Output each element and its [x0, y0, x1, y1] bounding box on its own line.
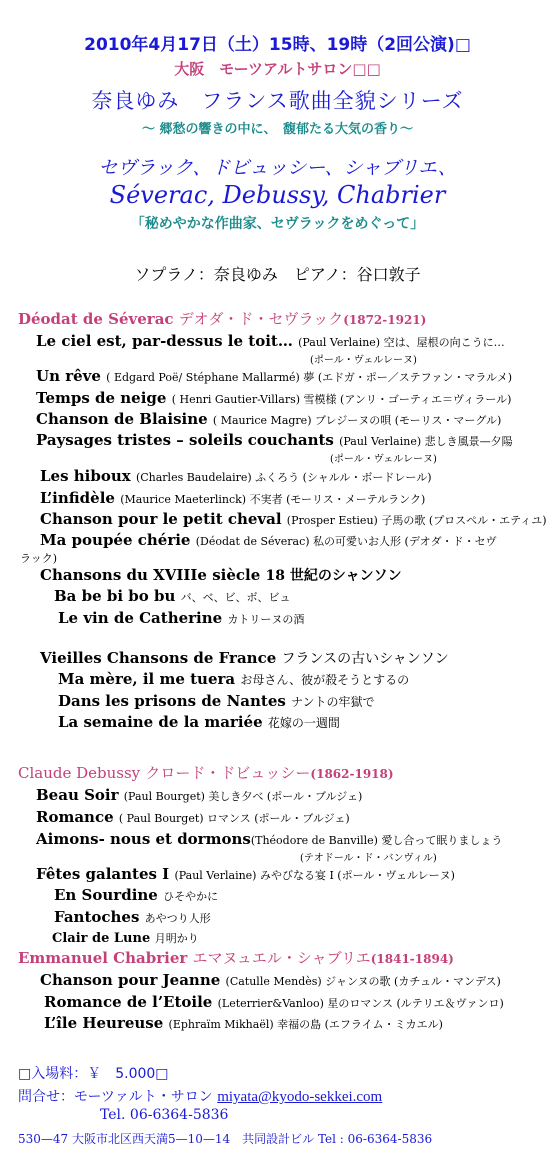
composer-name-jp: デオダ・ド・セヴラック: [178, 310, 344, 328]
song-row: Le ciel est, par-dessus le toit… (Paul Verlaine) 空は、屋根の向こうに…: [36, 332, 505, 350]
song-row: Ma mère, il me tuera お母さん、彼が殺そうとするの: [58, 670, 410, 688]
contact-email-link[interactable]: miyata@kyodo-sekkei.com: [217, 1089, 383, 1105]
song-row: Fêtes galantes I (Paul Verlaine) みやびなる宴 I (ポール・ヴェルレーヌ): [36, 865, 455, 883]
song-row: Les hiboux (Charles Baudelaire) ふくろう (シャルル・ボードレール): [40, 467, 432, 485]
song-row: Dans les prisons de Nantes ナントの牢獄で: [58, 692, 375, 710]
tagline: 〜 郷愁の響きの中に、 馥郁たる大気の香り〜: [141, 122, 414, 137]
composer-name-jp: クロード・ドビュッシー: [145, 764, 311, 782]
contact-label: 問合せ：モーツァルト・サロン: [18, 1089, 213, 1105]
composer-years: (1872-1921): [343, 313, 427, 327]
song-row: Temps de neige ( Henri Gautier-Villars) 雪模様 (アンリ・ゴーティエ＝ヴィラール): [36, 389, 512, 407]
composer-heading-severac: [18, 308, 426, 329]
song-row: En Sourdine ひそやかに: [54, 886, 219, 904]
song-subnote: (テオドール・ド・バンヴィル): [300, 853, 437, 864]
song-row: Ma poupée chérie (Déodat de Séverac) 私の可愛いお人形 (デオダ・ド・セヴ: [40, 531, 497, 549]
series-title: 奈良ゆみ フランス歌曲全貌シリーズ: [91, 89, 464, 113]
song-row: Beau Soir (Paul Bourget) 美しき夕べ (ポール・ブルジェ): [36, 786, 363, 804]
concert-theme: 「秘めやかな作曲家、セヴラックをめぐって」: [130, 216, 425, 232]
song-row: Clair de Lune 月明かり: [52, 931, 199, 946]
address: 530—47 大阪市北区西天満5—10—14 共同設計ビル Tel : 06-6364-5836: [18, 1132, 433, 1146]
composer-name: Emmanuel Chabrier: [18, 949, 188, 967]
composer-years: (1862-1918): [310, 767, 394, 781]
composer-heading-chabrier: [18, 947, 454, 968]
song-row: Chanson de Blaisine ( Maurice Magre) ブレジーヌの唄 (モーリス・マーグル): [36, 410, 502, 428]
song-row: Chansons du XVIIIe siècle 18 世紀のシャンソン: [40, 566, 402, 584]
composer-heading-debussy: [18, 762, 394, 783]
performers: ソプラノ：奈良ゆみ ピアノ：谷口敦子: [134, 265, 421, 284]
song-subnote: (ポール・ヴェルレーヌ): [330, 454, 437, 465]
contact-tel: Tel. 06-6364-5836: [100, 1107, 229, 1123]
song-row: Chanson pour Jeanne (Catulle Mendès) ジャンヌの歌 (カチュル・マンデス): [40, 971, 501, 989]
composer-name: Déodat de Séverac: [18, 310, 174, 328]
song-subnote: (ポール・ヴェルレーヌ): [310, 355, 417, 366]
song-row: Vieilles Chansons de France フランスの古いシャンソン: [40, 649, 449, 667]
composer-name-jp: エマヌュエル・シャブリエ: [192, 949, 371, 967]
song-row: Chanson pour le petit cheval (Prosper Estieu) 子馬の歌 (プロスペル・エティユ): [40, 510, 547, 528]
song-row: Un rêve ( Edgard Poë/ Stéphane Mallarmé) 夢 (エドガ・ポー／ステファン・マラルメ): [36, 367, 512, 385]
song-subnote: ラック): [20, 552, 58, 565]
venue-title: 大阪 モーツアルトサロン□□: [174, 60, 381, 78]
composers-french: Séverac, Debussy, Chabrier: [109, 181, 446, 209]
admission-fee: □入場料：￥ 5.000□: [18, 1066, 169, 1082]
composers-japanese: セヴラック、ドビュッシー、シャブリエ、: [98, 157, 457, 179]
song-row: Aimons- nous et dormons(Théodore de Banville) 愛し合って眠りましょう: [36, 830, 503, 848]
composer-years: (1841-1894): [370, 952, 454, 966]
event-date: 2010年4月17日（土）15時、19時（2回公演)□: [84, 35, 471, 55]
contact-line: [18, 1086, 382, 1106]
composer-name: Claude Debussy: [18, 764, 141, 782]
song-row: Paysages tristes – soleils couchants (Paul Verlaine) 悲しき風景—夕陽: [36, 431, 513, 449]
song-row: Le vin de Catherine カトリーヌの酒: [58, 609, 305, 627]
song-row: L’infidèle (Maurice Maeterlinck) 不実者 (モーリス・メーテルランク): [40, 489, 426, 507]
song-row: Ba be bi bo bu バ、ベ、ビ、ボ、ビュ: [54, 587, 291, 605]
song-row: L’île Heureuse (Ephraïm Mikhaël) 幸福の島 (エフライム・ミカエル): [44, 1014, 443, 1032]
song-row: Romance de l’Etoile (Leterrier&Vanloo) 星のロマンス (ルテリエ＆ヴァンロ): [44, 993, 504, 1011]
song-row: Fantoches あやつり人形: [54, 908, 211, 926]
song-row: Romance ( Paul Bourget) ロマンス (ポール・ブルジェ): [36, 808, 350, 826]
song-row: La semaine de la mariée 花嫁の一週間: [58, 713, 340, 731]
